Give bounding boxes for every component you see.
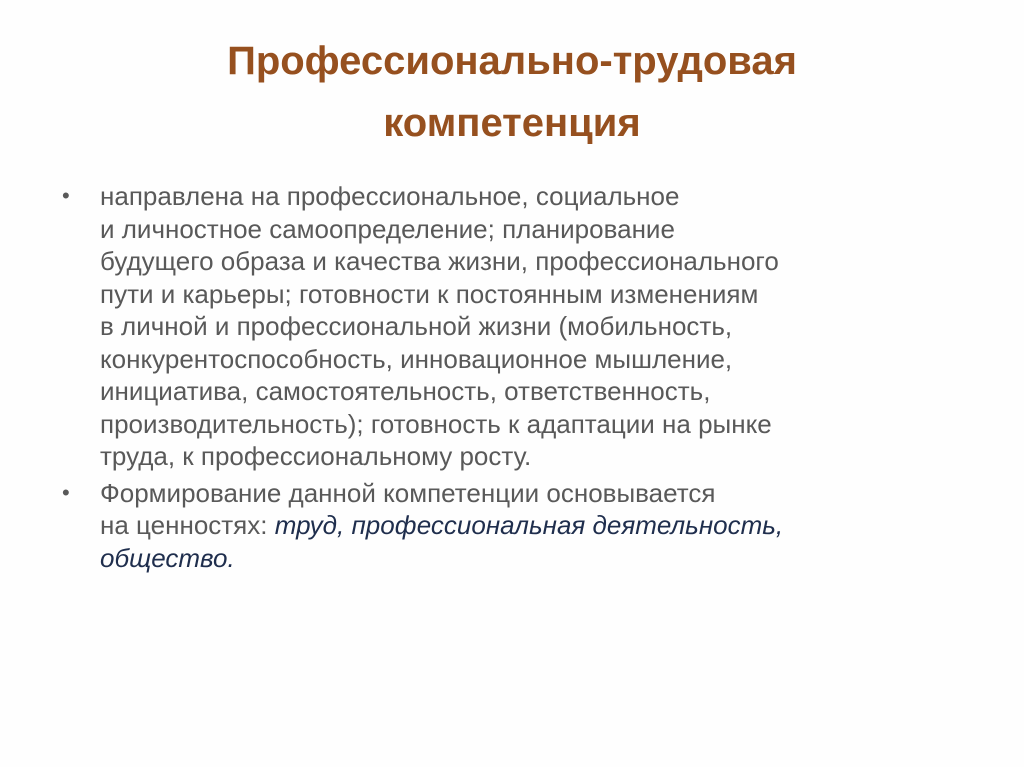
bullet-2-line-2 (100, 509, 980, 542)
bullet-item-2 (60, 477, 980, 575)
slide-title (0, 30, 1024, 154)
bullet-2-line-3: общество. (100, 542, 235, 573)
bullet-marker: • (62, 183, 70, 208)
bullet-1-line-1: направлена на профессиональное, социальное (100, 181, 680, 211)
bullet-2-values-emphasis: труд, профессиональная деятельность, (274, 510, 784, 540)
bullet-1-line-3: будущего образа и качества жизни, профессионального (100, 246, 779, 276)
bullet-1-line-9: труда, к профессиональному росту. (100, 441, 532, 471)
bullet-1-line-6: конкурентоспособность, инновационное мышление, (100, 343, 733, 374)
bullet-2-line-1: Формирование данной компетенции основывается (100, 477, 716, 508)
bullet-1-line-4: пути и карьеры; готовности к постоянным изменениям (100, 278, 759, 309)
bullet-1-line-5: в личной и профессиональной жизни (мобильность, (100, 311, 733, 341)
title-line-2: компетенция (383, 101, 641, 145)
bullet-1-line-8: производительность); готовность к адаптации на рынке (100, 408, 772, 439)
bullet-1-line-2: и личностное самоопределение; планирование (100, 213, 675, 244)
slide-body (60, 180, 980, 578)
bullet-1-line-7: инициатива, самостоятельность, ответственность, (100, 376, 711, 406)
title-line-1: Профессионально-трудовая (227, 39, 797, 83)
bullet-item-1 (60, 180, 980, 473)
bullet-marker: • (62, 479, 70, 505)
bullet-2-line-2-prefix: на ценностях: (100, 510, 275, 540)
